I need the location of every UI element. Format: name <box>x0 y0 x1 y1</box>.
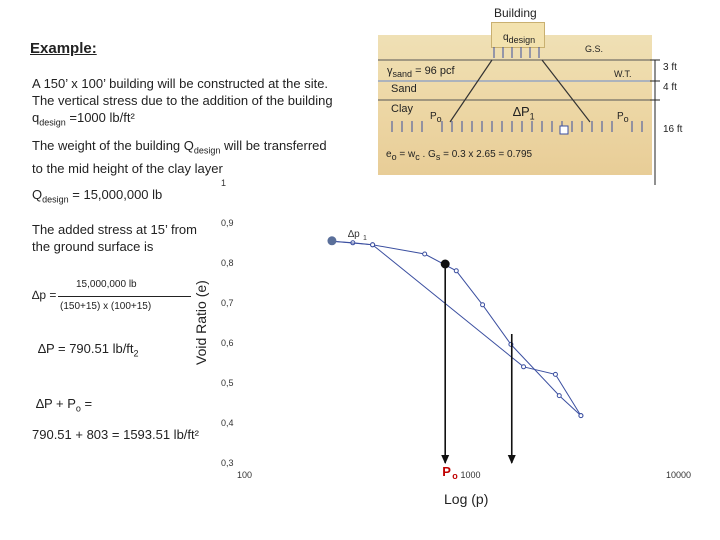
y-axis-label: Void Ratio (e) <box>193 280 209 365</box>
eo-c-sub: c <box>415 152 420 162</box>
arrow-head <box>441 455 449 464</box>
delta-p-result-text: ∆P = 790.51 lb/ft <box>38 341 134 356</box>
x-tick-label: 100 <box>237 470 253 480</box>
sum-sub: o <box>75 403 81 414</box>
x-tick-label: 1000 <box>460 470 481 480</box>
data-point <box>423 252 427 256</box>
initial-state-point <box>328 237 336 245</box>
Q-subscript: design <box>42 194 69 205</box>
po-left-p: P <box>430 111 437 122</box>
sum-label: ∆P + P <box>36 396 76 411</box>
data-point <box>371 243 375 247</box>
sum-eq: = <box>80 396 93 411</box>
qd-symbol: q <box>503 32 509 43</box>
Q-symbol: Q <box>32 187 43 202</box>
dp1-sub: 1 <box>529 111 535 122</box>
delta-p1-annotation-sub: 1 <box>363 235 367 242</box>
delta-p-denominator: (150+15) x (100+15) <box>60 301 152 312</box>
data-point <box>481 303 485 307</box>
series-line <box>332 241 581 415</box>
added-line-1: The added stress at 15’ from <box>32 222 197 237</box>
data-point <box>557 394 561 398</box>
delta-p1-annotation: ∆p <box>348 229 360 240</box>
weight-line-2: to the mid height of the clay layer <box>32 160 223 176</box>
po-axis-label: P <box>442 464 451 479</box>
example-title: Example: <box>30 40 97 57</box>
po-right-p: P <box>617 111 624 122</box>
y-tick-label: 0,7 <box>221 298 234 308</box>
eo-g: . G <box>419 149 436 160</box>
q-subscript: design <box>39 117 66 128</box>
arrow-head <box>508 455 516 464</box>
q-value: =1000 lb/ft² <box>65 110 135 125</box>
delta-p-numerator: 15,000,000 lb <box>76 279 137 290</box>
ground-surface-label: G.S. <box>585 44 604 54</box>
sum-result: 790.51 + 803 = 1593.51 lb/ft² <box>32 427 199 442</box>
weight-line-1-sub: design <box>193 145 221 156</box>
clay-label: Clay <box>391 103 414 115</box>
delta-p-label: ∆p = <box>32 288 57 302</box>
po-right-sub: o <box>623 114 629 124</box>
dim-16ft: 16 ft <box>663 124 683 135</box>
y-tick-label: 0,3 <box>221 458 234 468</box>
y-tick-label: 0,4 <box>221 418 234 428</box>
qd-sub: design <box>508 35 536 45</box>
eo-w: = w <box>396 149 416 160</box>
problem-line-1: A 150’ x 100’ building will be constructed at the site. <box>32 76 329 91</box>
data-point <box>553 372 557 376</box>
y-tick-label: 0,5 <box>221 378 234 388</box>
sand-label: Sand <box>391 83 417 95</box>
data-point <box>454 269 458 273</box>
Q-value: = 15,000,000 lb <box>68 187 163 202</box>
y-tick-label: 1 <box>221 178 227 188</box>
eo-e: e <box>386 149 392 160</box>
problem-line-2: The vertical stress due to the addition of the building <box>32 93 333 108</box>
gamma-value: = 96 pcf <box>412 65 455 77</box>
gamma-sub: sand <box>392 69 413 80</box>
x-axis-label: Log (p) <box>444 491 489 507</box>
x-tick-label: 10000 <box>666 470 692 480</box>
weight-line-1-text: The weight of the building Q <box>32 138 194 153</box>
building-label: Building <box>494 6 537 20</box>
y-tick-label: 0,6 <box>221 338 234 348</box>
gamma-symbol: γ <box>387 65 393 77</box>
dim-3ft: 3 ft <box>663 62 677 73</box>
series-line <box>332 241 581 415</box>
weight-line-1-suffix: will be transferred <box>220 138 327 153</box>
eo-result: = 0.3 x 2.65 = 0.795 <box>440 149 533 160</box>
data-point <box>522 365 526 369</box>
water-table-label: W.T. <box>614 69 632 79</box>
dp1-text: ∆P <box>513 104 530 119</box>
eo-s-sub: s <box>435 152 441 162</box>
dim-4ft: 4 ft <box>663 82 677 93</box>
data-point <box>579 414 583 418</box>
q-symbol: q <box>32 110 40 125</box>
y-tick-label: 0,9 <box>221 218 234 228</box>
po-axis-sub: o <box>452 471 458 481</box>
po-left-sub: o <box>436 114 442 124</box>
delta-p-result-sub: 2 <box>133 348 139 359</box>
added-line-2: the ground surface is <box>32 239 154 254</box>
y-tick-label: 0,8 <box>221 258 234 268</box>
eo-sub: o <box>391 152 397 162</box>
